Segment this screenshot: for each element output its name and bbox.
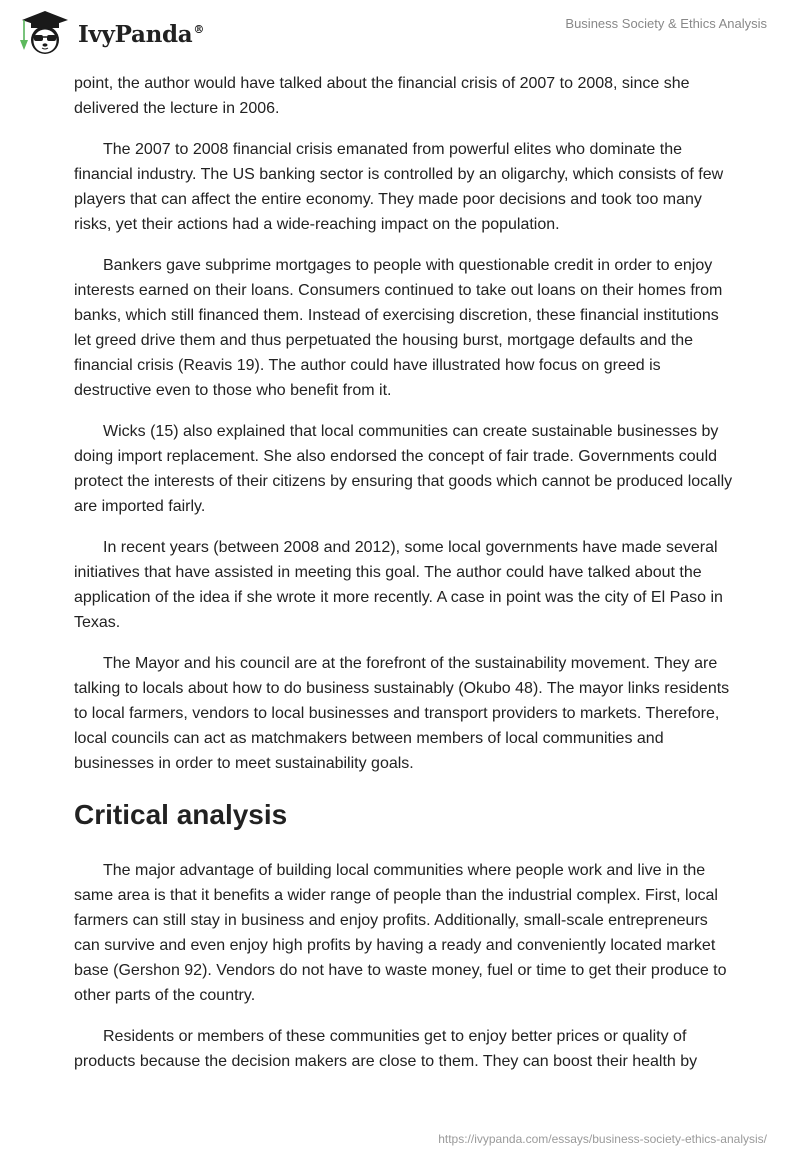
brand-name — [78, 21, 204, 48]
paragraph: Bankers gave subprime mortgages to people with questionable credit in order to enjoy interests earned on their loans. Consumers continued to take out loans on their homes from banks, which still financed them. Instead of exercising discretion, these financial institutions let greed drive them and thus perpetuated the housing burst, mortgage defaults and the financial crisis (Reavis 19). The author could have illustrated how focus on greed is destructive even to those who benefit from it. — [74, 257, 723, 399]
document-title: Business Society & Ethics Analysis — [565, 16, 767, 31]
panda-graduate-icon — [16, 8, 74, 56]
paragraph: Residents or members of these communities get to enjoy better prices or quality of products because the decision makers are close to them. They can boost their health by — [74, 1028, 698, 1070]
paragraph: Wicks (15) also explained that local communities can create sustainable businesses by doing import replacement. She also endorsed the concept of fair trade. Governments could protect the interests of their citizens by ensuring that goods which cannot be produced locally are imported fairly. — [74, 423, 733, 515]
registered-mark: ® — [193, 22, 205, 36]
paragraph: The 2007 to 2008 financial crisis emanated from powerful elites who dominate the financial industry. The US banking sector is controlled by an oligarchy, which consists of few players that can affect the entire economy. They made poor decisions and took too many risks, yet their actions had a wide-reaching impact on the population. — [74, 141, 724, 233]
page-header — [0, 0, 800, 60]
paragraph: The Mayor and his council are at the forefront of the sustainability movement. They are talking to locals about how to do business sustainably (Okubo 48). The mayor links residents to local farmers, vendors to local businesses and transport providers to markets. Therefore, local councils can act as matchmakers between members of local communities and businesses in order to meet sustainability goals. — [74, 655, 730, 772]
essay-body — [74, 71, 734, 1090]
brand-text: IvyPanda — [78, 20, 193, 48]
source-url[interactable]: https://ivypanda.com/essays/business-society-ethics-analysis/ — [438, 1132, 767, 1146]
paragraph: point, the author would have talked about the financial crisis of 2007 to 2008, since she delivered the lecture in 2006. — [74, 75, 690, 117]
ivypanda-logo[interactable] — [16, 8, 204, 56]
paragraph: In recent years (between 2008 and 2012), some local governments have made several initiatives that have assisted in meeting this goal. The author could have talked about the application of the idea if she wrote it more recently. A case in point was the city of El Paso in Texas. — [74, 539, 723, 631]
paragraph: The major advantage of building local communities where people work and live in the same area is that it benefits a wider range of people than the industrial complex. First, local farmers can still stay in business and enjoy profits. Additionally, small-scale entrepreneurs can survive and even enjoy high profits by having a ready and conveniently located market base (Gershon 92). Vendors do not have to waste money, fuel or time to get their produce to other parts of the country. — [74, 862, 727, 1004]
section-heading: Critical analysis — [74, 799, 288, 830]
